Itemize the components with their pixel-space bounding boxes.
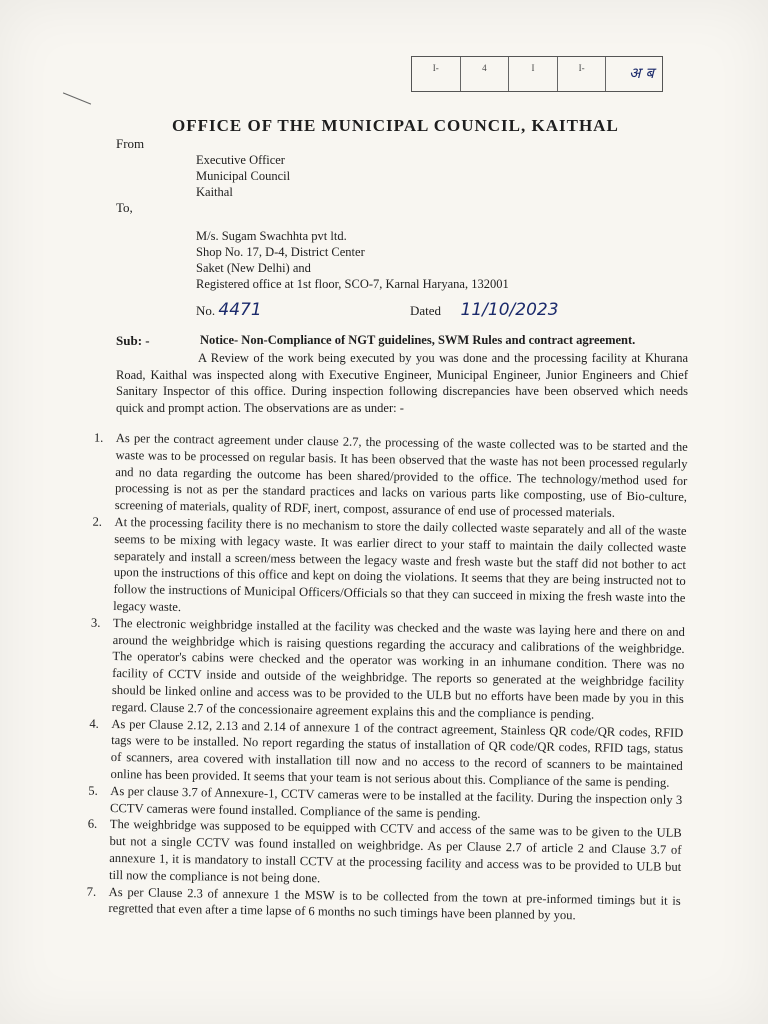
observation-text: The weighbridge was supposed to be equipped with CCTV and access of the same was to be given to the ULB but not a single CCTV was found installed on weighbridge. As per Clause 2.7 of article 2 and Clause 3.7 of annexure 1, it is mandatory to install CCTV at the processing facility and access was to be provided to ULB but till now the compliance is not being done.: [108, 817, 682, 885]
observation-item: [92, 514, 687, 624]
from-line: Executive Officer: [196, 153, 285, 167]
observation-number: 2.: [92, 514, 103, 529]
from-address: [196, 152, 290, 200]
observation-text: As per clause 3.7 of Annexure-1, CCTV cameras were to be installed at the facility. During the inspection only 3 CCTV cameras were found installed. Compliance of the same is pending.: [109, 783, 683, 821]
observation-number: 4.: [89, 716, 99, 731]
to-line: Saket (New Delhi) and: [196, 261, 311, 275]
intro-paragraph: [116, 350, 688, 416]
observation-number: 6.: [87, 816, 98, 832]
observation-item: [87, 816, 682, 892]
observation-number: 5.: [88, 783, 98, 798]
stamp-cell: I-: [412, 57, 461, 91]
dated-value: 11/10/2023: [460, 300, 559, 320]
to-label: To,: [116, 200, 133, 215]
to-line: Shop No. 17, D-4, District Center: [196, 245, 365, 259]
to-address: [196, 228, 509, 292]
observation-text: As per Clause 2.3 of annexure 1 the MSW is to be collected from the town at pre-informed timings but it is regretted that even after a time lapse of 6 months no such timings have been planned by you.: [108, 884, 681, 923]
observation-item: [93, 430, 688, 523]
subject-text: Notice- Non-Compliance of NGT guidelines, SWM Rules and contract agreement.: [200, 333, 636, 347]
no-label: No.: [196, 303, 216, 318]
observation-number: 1.: [93, 430, 104, 445]
pencil-mark: [63, 92, 91, 104]
observation-text: At the processing facility there is no mechanism to store the daily collected waste separately and all of the waste seems to be mixing with legacy waste. It was earlier direct to your staff to maintain the daily collected waste separately and install a screen/mess between the legacy waste and fresh waste but the staff did not bother to act upon the instructions of this office and kept on doing the violations. It seems that they are being instructed not to follow the instructions of Municipal Officers/Officials so that they can succeed in mixing the fresh waste into the legacy waste.: [113, 514, 687, 615]
stamp-initials: अ ब: [629, 64, 654, 82]
observations-list: [86, 430, 688, 926]
inward-stamp-box: [411, 56, 663, 92]
observation-number: 3.: [90, 615, 101, 630]
observation-item: [90, 615, 686, 725]
observation-text: The electronic weighbridge installed at the facility was checked and the waste was laying here and there on and around the weighbridge which is raising questions regarding the accuracy and calibrations of the weighbridge. The operator's cabins were checked and the operator was working in an inhumane condition. There was no facility of CCTV inside and outside of the weighbridge. The reports so generated at the weighbridge facility should be linked online and access was to be provided to the ULB but no efforts have been made by you in this regard. Clause 2.7 of the concessionaire agreement explains this and the compliance is pending.: [111, 615, 686, 722]
from-label: From: [116, 136, 145, 151]
observation-text: As per the contract agreement under clause 2.7, the processing of the waste collected was to be started and the waste was to be processed on regular basis. It has been observed that the waste has not been processed regularly and no data regarding the outcome has been shared/provided to the office. The technology/method used for processing is not as per the standard practices and lacks on various parts like composting, use of Bio-culture, screening of materials, quality of RDF, inert, compost, assurance of end use of processed materials.: [114, 430, 688, 521]
intro-text: A Review of the work being executed by you was done and the processing facility at Khurana Road, Kaithal was inspected along with Executive Engineer, Municipal Engineer, Junior Engineers and Chief Sanitary Inspector of this office. During inspection following discrepancies have been observed which needs quick and prompt action. The observations are as under: -: [116, 351, 688, 415]
reference-number: [196, 300, 262, 320]
reference-date: [410, 300, 559, 320]
subject-label: Sub: -: [116, 333, 150, 348]
stamp-cell: 4: [461, 57, 510, 91]
to-line: Registered office at 1st floor, SCO-7, Karnal Haryana, 132001: [196, 277, 509, 291]
stamp-cell: I-: [558, 57, 607, 91]
no-value: 4471: [218, 300, 262, 320]
stamp-cell: I: [509, 57, 558, 91]
observation-number: 7.: [86, 884, 97, 899]
from-line: Kaithal: [196, 185, 233, 199]
office-title: OFFICE OF THE MUNICIPAL COUNCIL, KAITHAL: [172, 116, 619, 135]
from-line: Municipal Council: [196, 169, 291, 183]
to-line: M/s. Sugam Swachhta pvt ltd.: [196, 229, 347, 243]
dated-label: Dated: [410, 303, 442, 318]
observation-text: As per Clause 2.12, 2.13 and 2.14 of annexure 1 of the contract agreement, Stainless QR code/QR codes, RFID tags were to be installed. No report regarding the status of installation of QR code/QR codes, RFID tags, status of scanners, area covered with installation till now and no access to the record of scanners to be maintained online has been provided. It seems that your team is not serious about this. Compliance of the same is pending.: [110, 716, 684, 790]
observation-item: [89, 716, 684, 792]
